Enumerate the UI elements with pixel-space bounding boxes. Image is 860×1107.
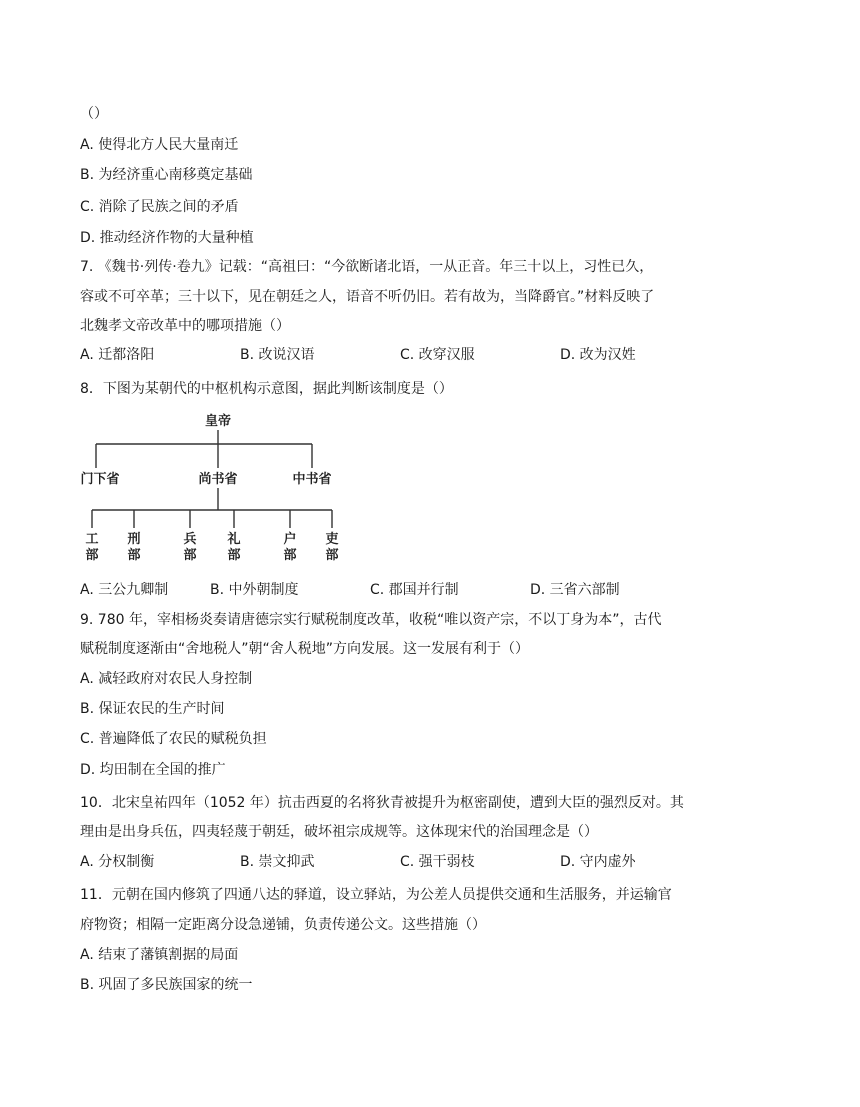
org-chart: [78, 408, 358, 568]
q10-option-c: C. 强干弱枝: [400, 854, 475, 870]
q8-option-d: D. 三省六部制: [530, 582, 620, 598]
q8-option-b: B. 中外朝制度: [210, 582, 299, 598]
q8-stem: 8．下图为某朝代的中枢机构示意图，据此判断该制度是（）: [80, 381, 453, 397]
q11-option-a: A. 结束了藩镇割据的局面: [80, 947, 239, 963]
q10-stem-line-1: 10．北宋皇祐四年（1052 年）抗击西夏的名将狄青被提升为枢密副使，遭到大臣的强烈反对。其: [80, 795, 684, 811]
q9-option-a: A. 减轻政府对农民人身控制: [80, 671, 253, 687]
q6-option-d: D. 推动经济作物的大量种植: [80, 230, 254, 246]
ministry-works-char-2: 部: [85, 548, 99, 563]
ministry-war-char-2: 部: [183, 548, 197, 563]
ministry-revenue-char-1: 户: [283, 532, 297, 547]
q6-option-a: A. 使得北方人民大量南迁: [80, 137, 239, 153]
q7-stem-line-3: 北魏孝文帝改革中的哪项措施（）: [80, 318, 290, 334]
q7-option-b: B. 改说汉语: [240, 347, 315, 363]
q10-stem-line-2: 理由是出身兵伍，四夷轻蔑于朝廷，破坏祖宗成规等。这体现宋代的治国理念是（）: [80, 824, 598, 840]
ministry-justice-char-2: 部: [127, 548, 141, 563]
ministry-rites-char-1: 礼: [227, 532, 241, 547]
q7-stem-line-1: 7. 《魏书·列传·卷九》记载：“高祖曰：“今欲断诸北语，一从正音。年三十以上，习性已久，: [80, 259, 654, 275]
q7-stem-line-2: 容或不可卒革；三十以下，见在朝廷之人，语音不听仍旧。若有故为，当降爵官。”材料反映了: [80, 289, 655, 305]
menxia-node: 门下省: [80, 472, 120, 487]
q11-stem-line-1: 11．元朝在国内修筑了四通八达的驿道，设立驿站，为公差人员提供交通和生活服务，并运输官: [80, 887, 672, 903]
q8-option-a: A. 三公九卿制: [80, 582, 169, 598]
ministry-war-char-1: 兵: [183, 532, 197, 547]
q9-option-b: B. 保证农民的生产时间: [80, 701, 225, 717]
emperor-node: 皇帝: [204, 414, 232, 429]
q10-option-a: A. 分权制衡: [80, 854, 155, 870]
q9-option-d: D. 均田制在全国的推广: [80, 762, 226, 778]
ministry-personnel-char-2: 部: [325, 548, 339, 563]
q7-option-c: C. 改穿汉服: [400, 347, 475, 363]
q6-option-c: C. 消除了民族之间的矛盾: [80, 199, 239, 215]
ministry-justice-char-1: 刑: [127, 532, 141, 547]
ministry-revenue-char-2: 部: [283, 548, 297, 563]
q11-option-b: B. 巩固了多民族国家的统一: [80, 977, 253, 993]
q8-option-c: C. 郡国并行制: [370, 582, 459, 598]
q10-option-d: D. 守内虚外: [560, 854, 636, 870]
q9-stem-line-1: 9. 780 年，宰相杨炎奏请唐德宗实行赋税制度改革，收税“唯以资产宗，不以丁身为本”，古代: [80, 612, 662, 628]
q6-stem-tail: （）: [80, 106, 108, 122]
shangshu-node: 尚书省: [198, 472, 238, 487]
ministry-works-char-1: 工: [85, 532, 99, 547]
q10-option-b: B. 崇文抑武: [240, 854, 315, 870]
q6-option-b: B. 为经济重心南移奠定基础: [80, 167, 253, 183]
q11-stem-line-2: 府物资；相隔一定距离分设急递铺，负责传递公文。这些措施（）: [80, 917, 486, 933]
ministry-personnel-char-1: 吏: [325, 532, 339, 547]
zhongshu-node: 中书省: [292, 472, 332, 487]
q7-option-d: D. 改为汉姓: [560, 347, 636, 363]
government-structure-diagram: [78, 408, 358, 568]
q9-option-c: C. 普遍降低了农民的赋税负担: [80, 731, 267, 747]
q9-stem-line-2: 赋税制度逐渐由“舍地税人”朝“舍人税地”方向发展。这一发展有利于（）: [80, 641, 530, 657]
q7-option-a: A. 迁都洛阳: [80, 347, 155, 363]
ministry-rites-char-2: 部: [227, 548, 241, 563]
